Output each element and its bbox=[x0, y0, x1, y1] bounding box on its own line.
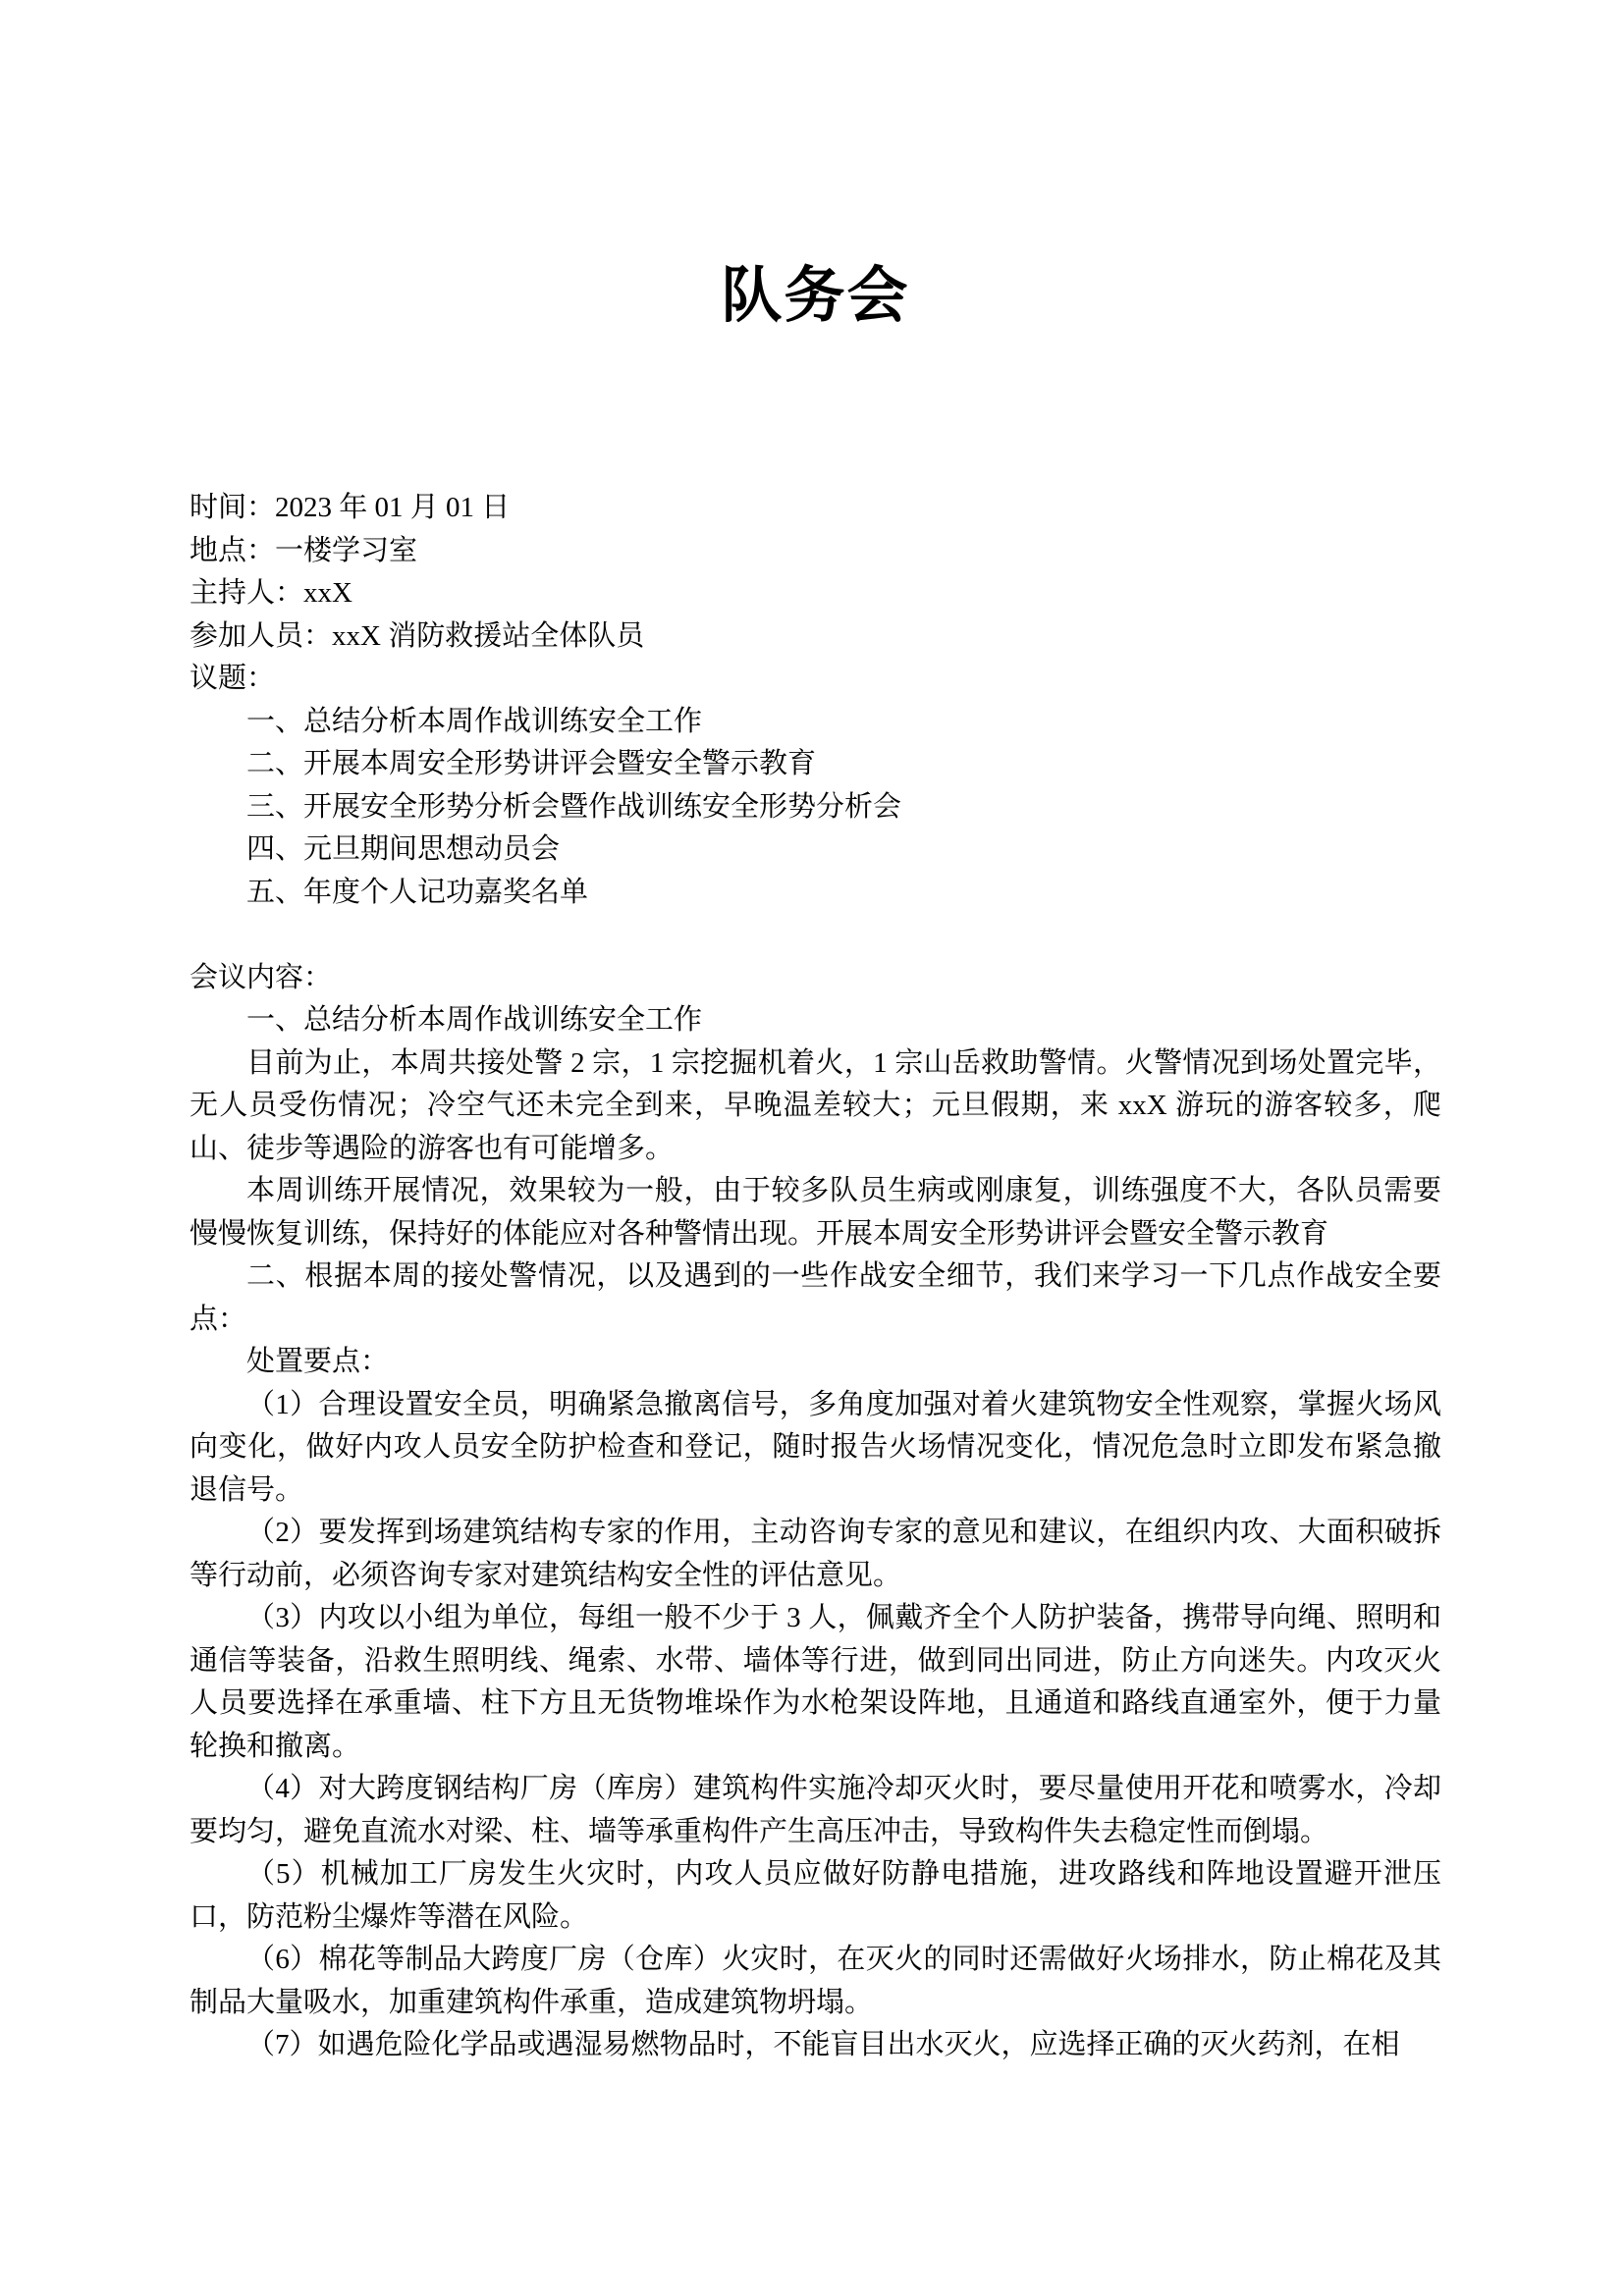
content-heading: 会议内容： bbox=[189, 961, 333, 993]
meta-topics-label: 议题： bbox=[189, 663, 276, 694]
content-paragraph-6: （1）合理设置安全员，明确紧急撤离信号，多角度加强对着火建筑物安全性观察，掌握火场风向变化，做好内攻人员安全防护检查和登记，随时报告火场情况变化，情况危急时立即发布紧急撤退信号。 bbox=[189, 1388, 1441, 1506]
content-paragraph-4: 二、根据本周的接处警情况，以及遇到的一些作战安全细节，我们来学习一下几点作战安全要点： bbox=[189, 1260, 1441, 1335]
document-title: 队务会 bbox=[721, 263, 910, 330]
content-paragraph-7: （2）要发挥到场建筑结构专家的作用，主动咨询专家的意见和建议，在组织内攻、大面积破拆等行动前，必须咨询专家对建筑结构安全性的评估意见。 bbox=[189, 1517, 1441, 1591]
agenda-item-4: 四、元旦期间思想动员会 bbox=[246, 833, 561, 865]
meta-time: 时间：2023 年 01 月 01 日 bbox=[189, 492, 511, 523]
content-paragraph-10: （5）机械加工厂房发生火灾时，内攻人员应做好防静电措施，进攻路线和阵地设置避开泄压口，防范粉尘爆炸等潜在风险。 bbox=[189, 1858, 1441, 1933]
document-body bbox=[189, 487, 1441, 2067]
content-paragraph-1: 一、总结分析本周作战训练安全工作 bbox=[246, 1004, 703, 1036]
content-paragraph-2: 目前为止，本周共接处警 2 宗，1 宗挖掘机着火，1 宗山岳救助警情。火警情况到场处置完毕，无人员受伤情况；冷空气还未完全到来，早晚温差较大；元旦假期，来 xxX 游玩的游客较多，爬山、徒步等遇险的游客也有可能增多。 bbox=[189, 1046, 1441, 1164]
meta-participants: 参加人员：xxX 消防救援站全体队员 bbox=[189, 619, 645, 652]
content-paragraph-3: 本周训练开展情况，效果较为一般，由于较多队员生病或刚康复，训练强度不大，各队员需要慢慢恢复训练，保持好的体能应对各种警情出现。开展本周安全形势讲评会暨安全警示教育 bbox=[189, 1175, 1441, 1250]
agenda-item-5: 五、年度个人记功嘉奖名单 bbox=[246, 876, 589, 908]
content-paragraph-5: 处置要点： bbox=[246, 1346, 390, 1377]
agenda-item-1: 一、总结分析本周作战训练安全工作 bbox=[246, 705, 703, 737]
content-paragraph-12: （7）如遇危险化学品或遇湿易燃物品时，不能盲目出水灭火，应选择正确的灭火药剂，在相 bbox=[246, 2029, 1400, 2060]
meta-place: 地点：一楼学习室 bbox=[189, 534, 418, 566]
agenda-item-3: 三、开展安全形势分析会暨作战训练安全形势分析会 bbox=[246, 790, 902, 823]
content-paragraph-11: （6）棉花等制品大跨度厂房（仓库）火灾时，在灭火的同时还需做好火场排水，防止棉花及其制品大量吸水，加重建筑构件承重，造成建筑物坍塌。 bbox=[189, 1944, 1441, 2018]
content-paragraph-8: （3）内攻以小组为单位，每组一般不少于 3 人，佩戴齐全个人防护装备，携带导向绳、照明和通信等装备，沿救生照明线、绳索、水带、墙体等行进，做到同出同进，防止方向迷失。内攻灭火人员要选择在承重墙、柱下方且无货物堆垛作为水枪架设阵地，且通道和路线直通室外，便于力量轮换和撤离。 bbox=[189, 1602, 1441, 1762]
content-paragraph-9: （4）对大跨度钢结构厂房（库房）建筑构件实施冷却灭火时，要尽量使用开花和喷雾水，冷却要均匀，避免直流水对梁、柱、墙等承重构件产生高压冲击，导致构件失去稳定性而倒塌。 bbox=[189, 1773, 1441, 1847]
agenda-item-2: 二、开展本周安全形势讲评会暨安全警示教育 bbox=[246, 748, 817, 779]
meta-host: 主持人：xxX bbox=[189, 577, 352, 609]
